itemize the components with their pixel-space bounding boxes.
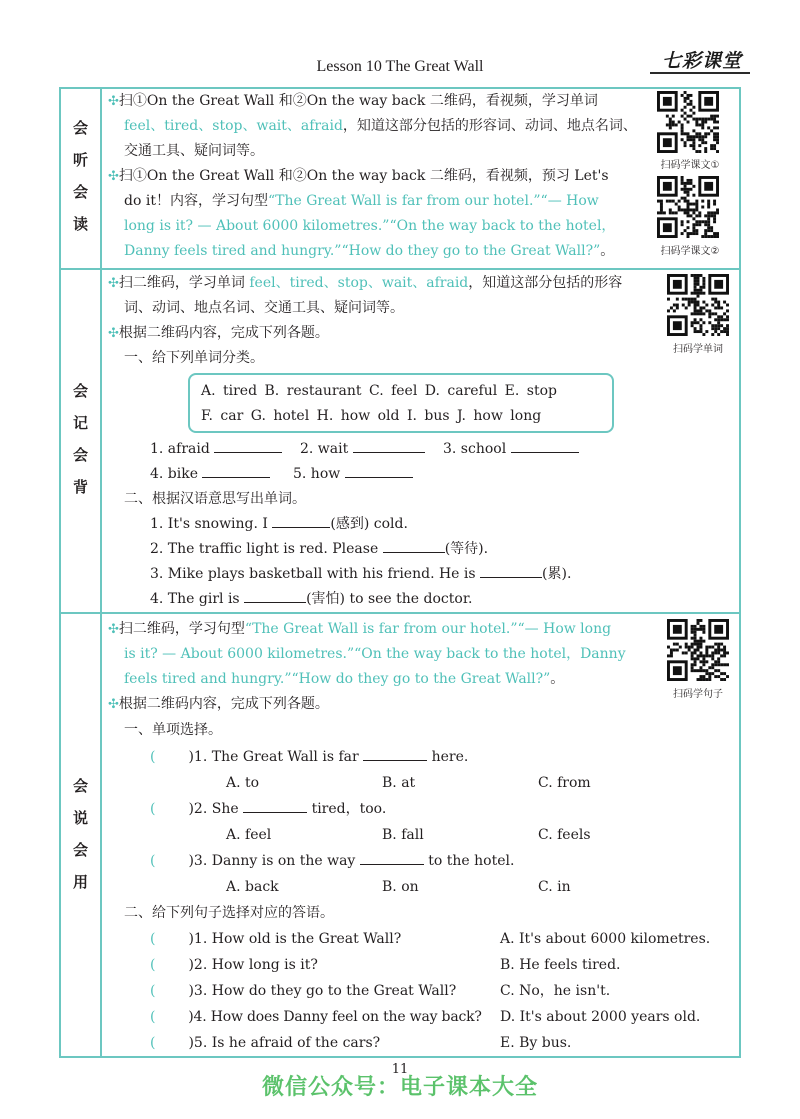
classify-item-2: 2. wait bbox=[300, 437, 425, 462]
s2-part1-title: 一、给下列单词分类。 bbox=[124, 350, 264, 366]
section-label-speak-use: 会 说 会 用 bbox=[72, 777, 88, 891]
s2-instruction-2: ✣根据二维码内容，完成下列各题。 bbox=[108, 325, 329, 341]
word-item-1: 1. It's snowing. I (感到) cold. bbox=[150, 512, 408, 537]
label-column-divider bbox=[100, 87, 102, 1058]
match-answer-c: C. No，he isn't. bbox=[500, 983, 611, 999]
mc-option-a: A. feel bbox=[226, 827, 272, 843]
flower-bullet-icon: ✣ bbox=[108, 94, 119, 109]
s2-instruction-1: ✣扫二维码，学习单词 feel、tired、stop、wait、afraid，知道这部分包括的形容 bbox=[108, 275, 623, 291]
section-divider-2 bbox=[59, 612, 741, 614]
word-bank-row: A. tired B. restaurant C. feel D. careful E. stop bbox=[201, 383, 558, 399]
match-answer-a: A. It's about 6000 kilometres. bbox=[500, 931, 711, 947]
section-label-listen-read: 会 听 会 读 bbox=[72, 119, 88, 233]
match-question-1: ( )1. How old is the Great Wall? bbox=[150, 931, 402, 947]
brand-logo bbox=[650, 46, 750, 70]
answer-blank[interactable] bbox=[214, 438, 282, 453]
answer-blank[interactable] bbox=[272, 513, 330, 528]
mc-option-a: A. to bbox=[226, 775, 260, 791]
s3-part1-title: 一、单项选择。 bbox=[124, 722, 222, 738]
match-question-5: ( )5. Is he afraid of the cars? bbox=[150, 1035, 381, 1051]
s3-sentence-line-last: feels tired and hungry.”“How do they go to the Great Wall?”。 bbox=[124, 671, 565, 687]
answer-blank[interactable] bbox=[243, 798, 307, 813]
mc-option-c: C. from bbox=[538, 775, 591, 791]
mc-option-c: C. feels bbox=[538, 827, 591, 843]
s1-sentence-line: long is it? — About 6000 kilometres.”“On the way back to the hotel， bbox=[124, 218, 616, 234]
section-divider-1 bbox=[59, 268, 741, 270]
answer-blank[interactable] bbox=[244, 588, 306, 603]
qr-code-icon[interactable] bbox=[657, 176, 719, 238]
mc-option-a: A. back bbox=[226, 879, 279, 895]
mc-option-b: B. on bbox=[382, 879, 419, 895]
answer-blank[interactable] bbox=[511, 438, 579, 453]
s2-part2-title: 二、根据汉语意思写出单词。 bbox=[124, 491, 306, 507]
flower-bullet-icon: ✣ bbox=[108, 276, 119, 291]
word-item-2: 2. The traffic light is red. Please (等待). bbox=[150, 537, 488, 562]
s2-instruction-1-line2: 词、动词、地点名词、交通工具、疑问词等。 bbox=[124, 300, 404, 316]
brand-underline bbox=[650, 72, 750, 74]
flower-bullet-icon: ✣ bbox=[108, 326, 119, 341]
mc-question-1: ( )1. The Great Wall is far here. bbox=[150, 745, 468, 770]
s3-instruction-2: ✣根据二维码内容，完成下列各题。 bbox=[108, 696, 329, 712]
s1-instruction-2-line2: do it！内容，学习句型“The Great Wall is far from our hotel.”“— How bbox=[124, 193, 599, 209]
page-number: 11 bbox=[391, 1062, 409, 1077]
match-answer-b: B. He feels tired. bbox=[500, 957, 621, 973]
qr-caption: 扫码学课文② bbox=[660, 246, 720, 257]
word-item-4: 4. The girl is (害怕) to see the doctor. bbox=[150, 587, 472, 612]
answer-blank[interactable] bbox=[383, 538, 445, 553]
s3-part2-title: 二、给下列句子选择对应的答语。 bbox=[124, 905, 334, 921]
word-bank-row: F. car G. hotel H. how old I. bus J. how long bbox=[201, 408, 542, 424]
classify-item-3: 3. school bbox=[443, 437, 579, 462]
s1-instruction-1-line2: feel、tired、stop、wait、afraid，知道这部分包括的形容词、动词、地点名词、 bbox=[124, 118, 637, 134]
answer-blank[interactable] bbox=[353, 438, 425, 453]
s1-instruction-1: ✣扫①On the Great Wall 和②On the way back 二维码，看视频，学习单词 bbox=[108, 93, 598, 109]
answer-blank[interactable] bbox=[345, 463, 413, 478]
s3-instruction-1: ✣扫二维码，学习句型“The Great Wall is far from our hotel.”“— How long bbox=[108, 621, 612, 637]
word-item-3: 3. Mike plays basketball with his friend. He is (累). bbox=[150, 562, 571, 587]
match-question-4: ( )4. How does Danny feel on the way back? bbox=[150, 1009, 482, 1025]
s1-instruction-1-line3: 交通工具、疑问词等。 bbox=[124, 143, 264, 159]
mc-option-c: C. in bbox=[538, 879, 571, 895]
qr-code-icon[interactable] bbox=[667, 274, 729, 336]
s1-instruction-2: ✣扫①On the Great Wall 和②On the way back 二维码，看视频，预习 Let's bbox=[108, 168, 609, 184]
classify-item-5: 5. how bbox=[293, 462, 413, 487]
match-question-3: ( )3. How do they go to the Great Wall? bbox=[150, 983, 457, 999]
qr-code-icon[interactable] bbox=[667, 619, 729, 681]
answer-blank[interactable] bbox=[360, 850, 424, 865]
brand-text: 七彩课堂 bbox=[661, 50, 742, 72]
mc-option-b: B. fall bbox=[382, 827, 424, 843]
match-answer-d: D. It's about 2000 years old. bbox=[500, 1009, 701, 1025]
answer-blank[interactable] bbox=[363, 746, 427, 761]
flower-bullet-icon: ✣ bbox=[108, 622, 119, 637]
classify-item-4: 4. bike bbox=[150, 462, 270, 487]
answer-blank[interactable] bbox=[480, 563, 542, 578]
s1-sentence-line-last: Danny feels tired and hungry.”“How do they go to the Great Wall?”。 bbox=[124, 243, 615, 259]
qr-caption: 扫码学句子 bbox=[673, 689, 723, 700]
flower-bullet-icon: ✣ bbox=[108, 169, 119, 184]
classify-item-1: 1. afraid bbox=[150, 437, 282, 462]
match-answer-e: E. By bus. bbox=[500, 1035, 572, 1051]
qr-caption: 扫码学课文① bbox=[660, 160, 720, 171]
mc-question-2: ( )2. She tired，too. bbox=[150, 797, 386, 822]
page-title: Lesson 10 The Great Wall bbox=[316, 58, 484, 75]
qr-caption: 扫码学单词 bbox=[673, 344, 723, 355]
section-label-memorize: 会 记 会 背 bbox=[72, 382, 88, 496]
answer-blank[interactable] bbox=[202, 463, 270, 478]
match-question-2: ( )2. How long is it? bbox=[150, 957, 318, 973]
flower-bullet-icon: ✣ bbox=[108, 697, 119, 712]
mc-option-b: B. at bbox=[382, 775, 416, 791]
s3-sentence-line: is it? — About 6000 kilometres.”“On the way back to the hotel，Danny bbox=[124, 646, 626, 662]
watermark-text: 微信公众号：电子课本大全 bbox=[261, 1075, 538, 1100]
qr-code-icon[interactable] bbox=[657, 91, 719, 153]
mc-question-3: ( )3. Danny is on the way to the hotel. bbox=[150, 849, 514, 874]
